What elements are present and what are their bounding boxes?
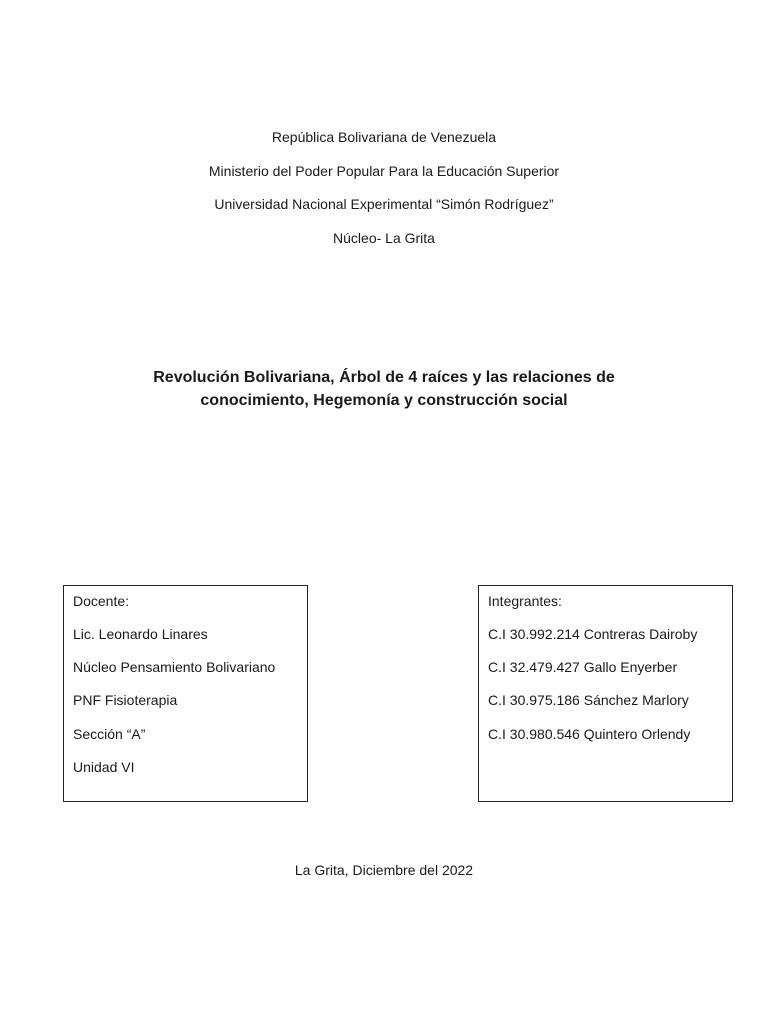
- integrantes-heading: Integrantes:: [488, 593, 562, 609]
- integrante-item: C.I 32.479.427 Gallo Enyerber: [488, 659, 678, 675]
- integrantes-box: [478, 585, 733, 802]
- integrante-item: C.I 30.980.546 Quintero Orlendy: [488, 726, 691, 742]
- docente-course: Núcleo Pensamiento Bolivariano: [73, 659, 276, 675]
- docente-section: Sección “A”: [73, 726, 146, 742]
- integrante-item: C.I 30.975.186 Sánchez Marlory: [488, 692, 689, 708]
- header-country: República Bolivariana de Venezuela: [271, 129, 497, 145]
- docente-unit: Unidad VI: [73, 759, 135, 775]
- header-university: Universidad Nacional Experimental “Simón Rodríguez”: [214, 196, 554, 212]
- integrante-item: C.I 30.992.214 Contreras Dairoby: [488, 626, 698, 642]
- place-date: La Grita, Diciembre del 2022: [294, 862, 474, 878]
- document-title-line-1: Revolución Bolivariana, Árbol de 4 raíces y las relaciones de: [153, 369, 615, 386]
- document-title: [84, 366, 684, 412]
- header-ministry: Ministerio del Poder Popular Para la Educación Superior: [208, 163, 560, 179]
- docente-heading: Docente:: [73, 593, 130, 609]
- docente-program: PNF Fisioterapia: [73, 692, 178, 708]
- docente-name: Lic. Leonardo Linares: [73, 626, 208, 642]
- docente-box: [63, 585, 308, 802]
- header-campus: Núcleo- La Grita: [333, 230, 435, 246]
- document-title-line-2: conocimiento, Hegemonía y construcción social: [200, 392, 568, 409]
